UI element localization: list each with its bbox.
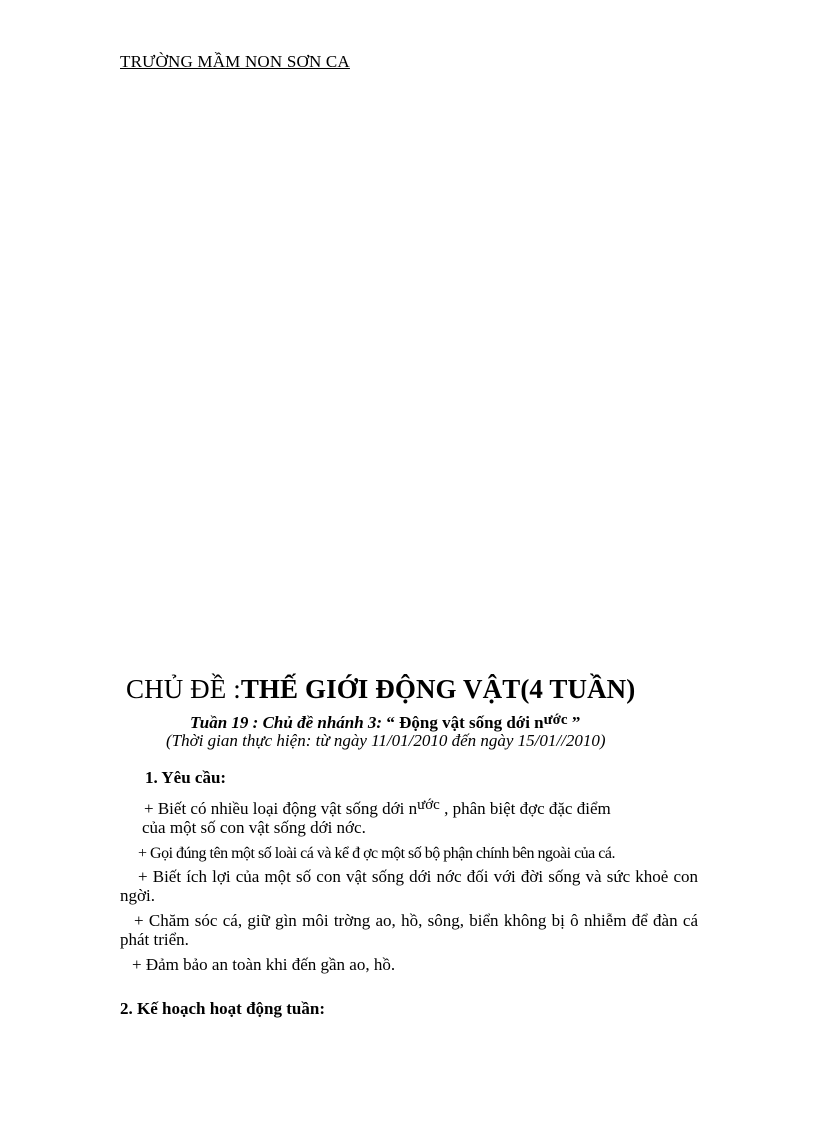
subtitle-week: Tuần 19 : Chủ đề nhánh 3: xyxy=(190,713,383,732)
requirement-item-5: + Đảm bảo an toàn khi đến gần ao, hồ. xyxy=(132,955,396,974)
requirement-item-1-continuation: của một số con vật sống dới nớc. xyxy=(142,818,366,837)
requirement-item-1-part-b: , phân biệt đợc đặc điểm xyxy=(439,799,611,818)
school-name: TRƯỜNG MẦM NON SƠN CA xyxy=(120,52,350,71)
section-heading-requirements: 1. Yêu cầu: xyxy=(145,768,227,787)
subtitle-quote-close: ” xyxy=(567,713,581,732)
title-main: THẾ GIỚI ĐỘNG VẬT(4 TUẦN) xyxy=(240,674,636,704)
timeline: (Thời gian thực hiện: từ ngày 11/01/2010 đến ngày 15/01//2010) xyxy=(166,731,606,750)
requirement-item-3: + Biết ích lợi của một số con vật sống dới nớc đối với đời sống và sức khoẻ con ngời. xyxy=(120,867,698,905)
title-prefix: CHỦ ĐỀ : xyxy=(126,674,241,704)
section-heading-weekly-plan: 2. Kế hoạch hoạt động tuần: xyxy=(120,999,325,1018)
document-title xyxy=(126,674,635,705)
requirement-item-1 xyxy=(120,796,698,816)
subtitle xyxy=(190,712,580,733)
requirement-item-1-sup: ước xyxy=(417,797,440,813)
subtitle-topic-sup: ước xyxy=(543,712,568,728)
requirement-item-4: + Chăm sóc cá, giữ gìn môi trờng ao, hồ, sông, biển không bị ô nhiễm để đàn cá phát triển. xyxy=(120,911,698,949)
requirement-item-1-part-a: + Biết có nhiều loại động vật sống dới n xyxy=(144,799,418,818)
requirement-item-2: + Gọi đúng tên một số loài cá và kể đ ợc một số bộ phận chính bên ngoài của cá. xyxy=(138,845,615,862)
subtitle-quote-open: “ xyxy=(382,713,400,732)
subtitle-topic: Động vật sống dới n xyxy=(399,713,544,732)
